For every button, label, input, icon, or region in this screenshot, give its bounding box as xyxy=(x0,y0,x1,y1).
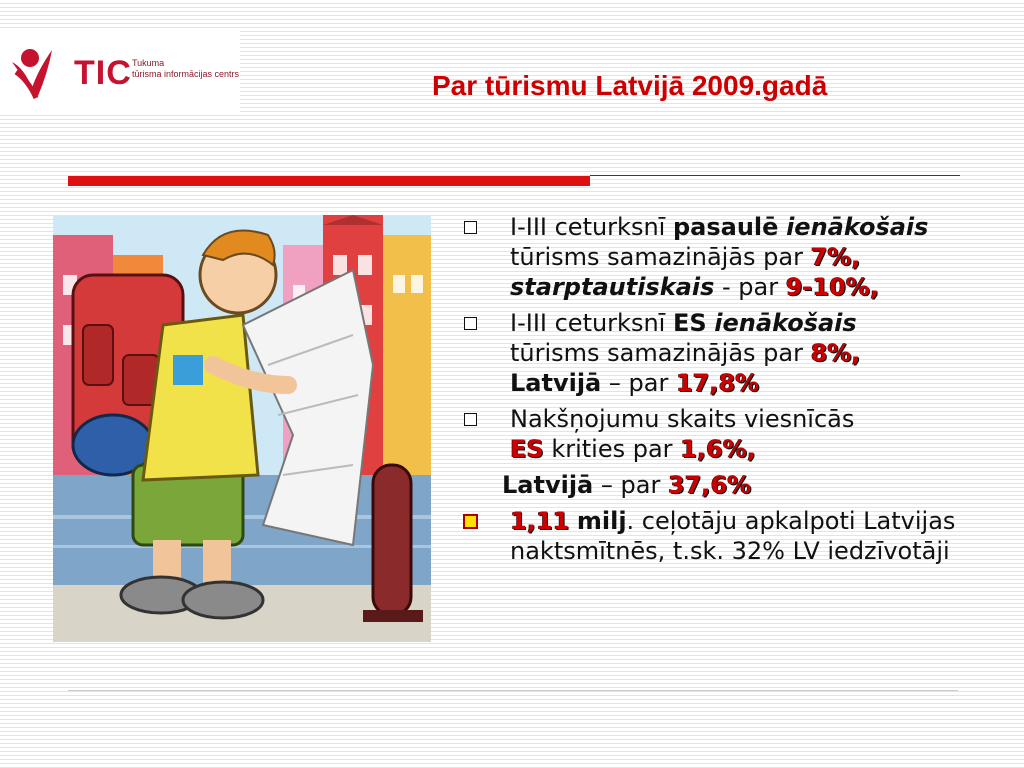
title-divider-thin xyxy=(590,175,960,176)
list-item: Nakšņojumu skaits viesnīcās ES krities par 1,6%, xyxy=(462,404,1022,464)
tic-logo-icon xyxy=(8,42,70,100)
bullet-checkbox-icon xyxy=(464,413,477,426)
bullet-list xyxy=(462,212,1022,572)
page-title: Par tūrismu Latvijā 2009.gadā xyxy=(432,70,828,101)
tourist-with-map-icon xyxy=(53,215,431,642)
logo xyxy=(0,28,240,112)
logo-subtitle-line2: tūrisma informācijas centrs xyxy=(132,69,240,79)
list-item: I-III ceturksnī ES ienākošais tūrisms samazinājās par 8%, Latvijā – par 17,8% xyxy=(462,308,1022,398)
list-item: Latvijā – par 37,6% xyxy=(502,471,752,499)
title-divider-red xyxy=(68,176,590,186)
list-item: I-III ceturksnī pasaulē ienākošais tūrisms samazinājās par 7%, starptautiskais - par 9-10%, xyxy=(462,212,1022,302)
tourist-illustration xyxy=(53,215,431,642)
logo-text: TIC xyxy=(74,54,132,92)
bullet-checkbox-icon xyxy=(464,221,477,234)
bullet-checkbox-icon xyxy=(464,515,477,528)
list-item: 1,11 milj. ceļotāju apkalpoti Latvijas naktsmītnēs, t.sk. 32% LV iedzīvotāji xyxy=(462,506,1022,566)
bullet-checkbox-icon xyxy=(464,317,477,330)
logo-subtitle-line1: Tukuma xyxy=(132,58,165,68)
bottom-divider xyxy=(68,690,958,691)
logo-subtitle xyxy=(132,58,239,80)
